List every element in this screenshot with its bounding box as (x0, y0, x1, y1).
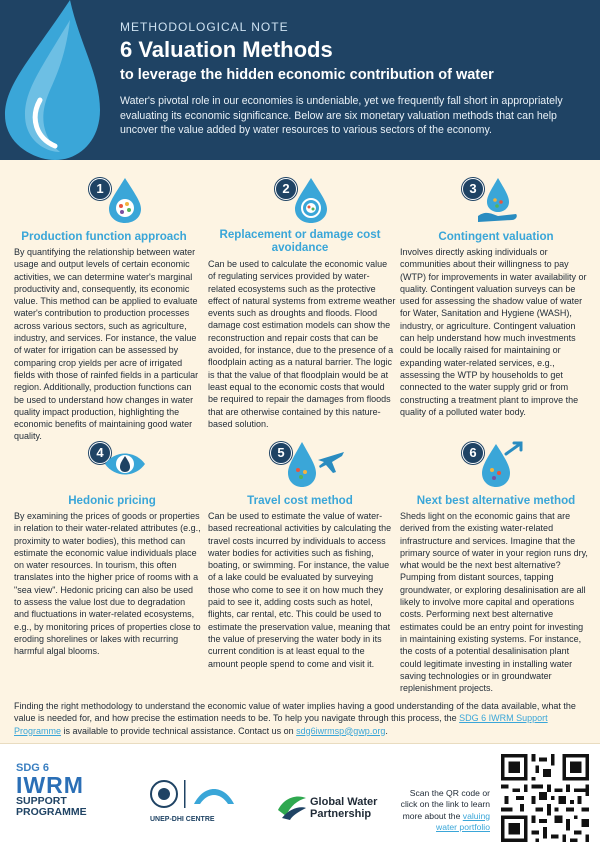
method-1-description: By quantifying the relationship between water usage and output levels of certain economic activities, we can determine water's marginal productivity and, consequently, its economic value. This method can be applied to evaluate water's contribution to production processes across various sectors, such as agriculture, industry, and services. For instance, the value of water for irrigation can be assessed by comparing crop yields per acre of irrigated fields with those of rainfed fields in a particular region. Additionally, production functions can be used to understand how changes in water quality impact production, highlighting the economic benefits of maintaining good water quality. (14, 247, 199, 442)
sdg-logo-big-text: IWRM (16, 772, 84, 798)
method-4-icon-group (89, 440, 149, 490)
qr-caption-text: Scan the QR code or click on the link to learn more about the (400, 788, 490, 821)
unep-dhi-logo-icon (150, 774, 260, 814)
page-title: 6 Valuation Methods (120, 37, 333, 62)
closing-text-middle: is available to provide technical assistance. Contact us on (61, 725, 297, 736)
gwp-line-2: Partnership (310, 808, 372, 820)
method-3-description: Involves directly asking individuals or communities about their willingness to pay (WTP) for improvements in water availability or quality. Contingent valuation surveys can be used for assessing the shadow value of water for Water, Sanitation and Hygiene (WASH), industry, or agriculture. Contingent valuation can help understand how much investments could be locally raised for maintaining or expanding water-related services, e.g., assessing the WTP by households to get connected to the water supply grid or from constructing a treatment plant to improve the quality of a polluted water body. (400, 247, 587, 417)
gwp-line-1: Global Water (310, 796, 378, 808)
sdg-logo-sub-text-1: SUPPORT (16, 795, 67, 807)
method-5-title: Travel cost method (247, 494, 353, 507)
method-4-description: By examining the prices of goods or properties in relation to their water-related attributes (e.g., proximity to water bodies), this method can estimate the economic value individuals place on water resources. In tourism, this often translates into the higher price of rooms with a "sea view". Hedonic pricing can also be used to assess the value lost due to degradation and fluctuations in water-related ecosystems, e.g., by monitoring prices of properties close to eroding shorelines or lakes with recurring harmful algal blooms. (14, 511, 201, 657)
method-number-badge: 1 (89, 178, 111, 200)
unep-dhi-label: UNEP-DHI CENTRE (150, 816, 215, 823)
method-number-badge: 4 (89, 442, 111, 464)
sdg-logo-small-text: SDG 6 (16, 762, 50, 774)
sdg6-iwrm-logo (16, 762, 116, 818)
closing-paragraph (14, 700, 586, 737)
method-2-icon-group (275, 176, 335, 226)
method-6-description: Sheds light on the economic gains that are derived from the existing water-related infrastructure and services. Imagine that the primary source of water in your region runs dry, what would be the next best alternative? Pumping from distant sources, tapping groundwater, or exploring desalinisation are all likely to involve more capital and operations costs. Performing next best alternative estimates could be an entry point for investing in maintaining existing systems. For instance, the costs of a potential desalinisation plant could legitimate investing in installing water saving technologies or in groundwater replenishment projects. (400, 511, 588, 694)
method-2-description: Can be used to calculate the economic value of regulating services provided by water-related ecosystems such as the protective effect of natural systems from extreme weather events such as droughts and floods. Flood damage cost estimation models can show the reconstruction and repair costs that can be avoided, for instance, due to the presence of a floodplain acting as a natural barrier. The logic is that the value of that floodplain would be at least equal to the economic costs that would be required to repair the damages from floods that are otherwise contained by this nature-based solution. (208, 259, 396, 429)
method-4-title: Hedonic pricing (68, 494, 156, 507)
eye-water-drop-icon (101, 440, 149, 488)
page-subtitle: to leverage the hidden economic contribution of water (120, 67, 494, 83)
method-3-title: Contingent valuation (438, 230, 554, 243)
method-6-icon-group (462, 440, 522, 490)
closing-text-start: Finding the right methodology to understand the economic value of water implies having a good understanding of the data available, what the value is needed for, and how precise the estimation needs to be. To help you navigate through this process, the (14, 701, 576, 724)
qr-caption (395, 788, 490, 833)
closing-text-end: . (385, 725, 388, 736)
water-drop-logo-icon (0, 0, 110, 160)
qr-code-icon[interactable] (497, 750, 593, 846)
header-kicker: METHODOLOGICAL NOTE (120, 20, 289, 34)
sdg-logo-sub-text-2: PROGRAMME (16, 806, 87, 818)
method-6-title: Next best alternative method (416, 494, 576, 507)
method-number-badge: 5 (270, 442, 292, 464)
gwp-logo-text (310, 796, 377, 820)
method-number-badge: 2 (275, 178, 297, 200)
header-banner (0, 0, 600, 160)
method-1-title: Production function approach (21, 230, 187, 243)
gwp-wave-icon (276, 792, 308, 820)
method-number-badge: 3 (462, 178, 484, 200)
water-drop-cycle-icon (289, 176, 333, 224)
method-3-icon-group (462, 176, 522, 226)
logo-bar (0, 744, 600, 851)
method-number-badge: 6 (462, 442, 484, 464)
water-drop-chart-icon (103, 176, 147, 224)
method-2-title: Replacement or damage cost avoidance (219, 228, 381, 254)
intro-paragraph: Water's pivotal role in our economies is undeniable, yet we frequently fall short in appropriately evaluating its economic significance. Below are six monetary valuation methods that can help uncover the value added by water resources to various sectors of the economy. (120, 95, 563, 136)
contact-email-link[interactable]: sdg6iwrmsp@gwp.org (296, 725, 386, 736)
method-5-icon-group (270, 440, 330, 490)
method-5-description: Can be used to estimate the value of water-based recreational activities by calculating the travel costs incurred by individuals to access water bodies for activities such as fishing, boating, or swimming. For instance, the value of a lake could be evaluated by surveying those who come to see it on how much they paid to see it, adding costs such as hotel, flights, car rental, etc. This could be used to estimate the preservation value, meaning that the value of preserving the water body in its current condition is at least equal to the amount people spend to come and visit it. (208, 511, 392, 669)
valuing-water-portfolio-link[interactable]: valuing water portfolio (436, 810, 490, 832)
method-1-icon-group (89, 176, 149, 226)
programme-link[interactable]: SDG 6 IWRM Support Programme (14, 713, 548, 736)
hand-water-drop-icon (476, 176, 520, 224)
water-drop-arrow-icon (476, 440, 524, 488)
water-drop-airplane-icon (284, 440, 346, 488)
